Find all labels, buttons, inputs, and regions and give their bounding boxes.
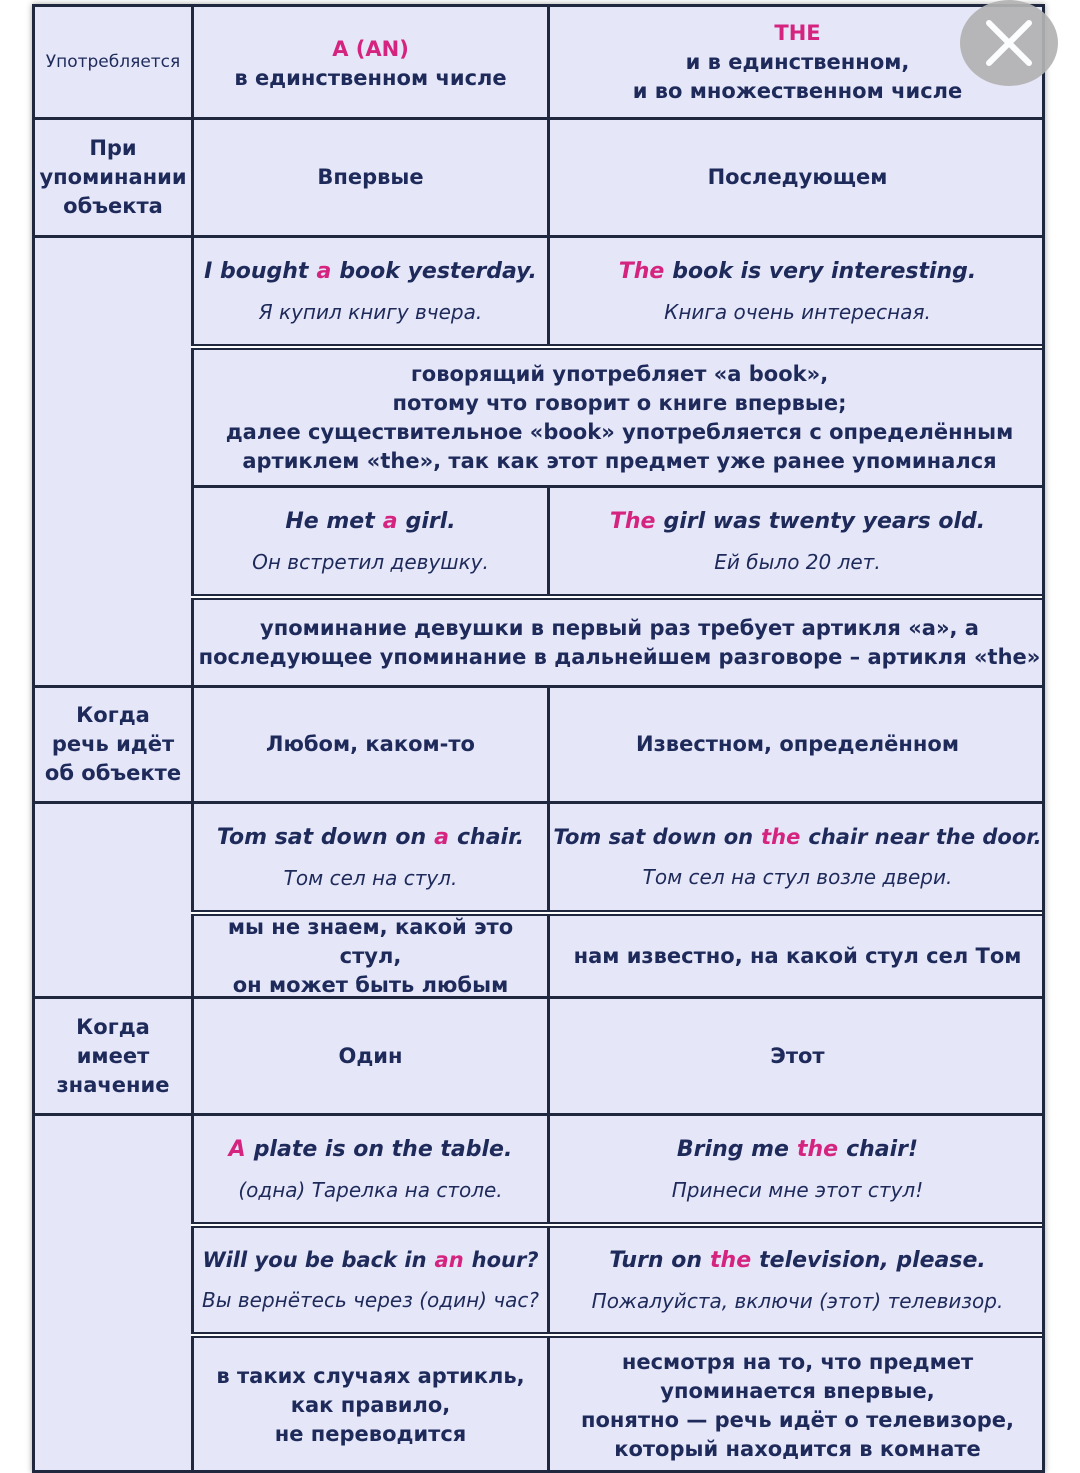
hour-example-the (550, 1228, 1045, 1332)
girl-example-a (194, 488, 547, 594)
articles-table (32, 4, 1045, 1473)
row-label-mention (35, 120, 191, 235)
label-line: об объекте (44, 761, 182, 785)
example-translation: (одна) Тарелка на столе. (238, 1177, 503, 1202)
speech-the-text: Известном, определённом (636, 732, 959, 756)
example-translation: Том сел на стул. (283, 865, 458, 890)
example-sentence: Turn on the television, please. (609, 1247, 986, 1273)
meaning-a-text: Один (338, 1043, 403, 1068)
plate-example-the (550, 1116, 1045, 1222)
example-sentence: Tom sat down on the chair near the door. (553, 825, 1042, 849)
note-line: как правило, (290, 1393, 451, 1417)
speech-the (550, 688, 1045, 801)
label-line: При (89, 136, 137, 160)
chair-example-a (194, 804, 547, 910)
note-line: он может быть любым (232, 972, 509, 997)
chair-note-the (550, 916, 1045, 996)
example-translation: Принеси мне этот стул! (671, 1177, 924, 1202)
close-icon (983, 17, 1035, 69)
example-sentence: Tom sat down on a chair. (216, 824, 525, 850)
header-a-an (194, 7, 547, 117)
mention-a (194, 120, 547, 235)
header-a-an-title: A (AN) (332, 37, 409, 61)
example-sentence: The girl was twenty years old. (609, 508, 986, 534)
plate-example-a (194, 1116, 547, 1222)
note-line: который находится в комнате (614, 1436, 981, 1461)
girl-note (194, 600, 1045, 685)
book-example-a (194, 238, 547, 344)
example-translation: Вы вернётесь через (один) час? (201, 1288, 540, 1312)
book-note (194, 350, 1045, 485)
example-translation: Я купил книгу вчера. (258, 299, 483, 324)
note-line: артиклем «the», так как этот предмет уже ранее упоминался (242, 448, 997, 473)
example-translation: Том сел на стул возле двери. (642, 865, 953, 889)
note-line: говорящий употребляет «a book», (410, 361, 829, 386)
example-translation: Пожалуйста, включи (этот) телевизор. (591, 1288, 1004, 1313)
hour-example-a (194, 1228, 547, 1332)
note-line: несмотря на то, что предмет (621, 1349, 974, 1374)
final-note-the (550, 1338, 1045, 1473)
example-translation: Книга очень интересная. (664, 299, 931, 324)
header-the-sub1: и в единственном, (685, 49, 910, 74)
note-line: мы не знаем, какой это стул, (227, 914, 514, 968)
meaning-the-text: Этот (770, 1043, 825, 1068)
final-note-a (194, 1338, 547, 1473)
note-line: далее существительное «book» употребляется с определённым (225, 419, 1014, 444)
note-line: упоминание девушки в первый раз требует артикля «а», а (260, 615, 979, 640)
note-line: понятно — речь идёт о телевизоре, (580, 1407, 1014, 1432)
speech-a (194, 688, 547, 801)
chair-note-a (194, 916, 547, 996)
note-line: нам известно, на какой стул сел Том (573, 943, 1022, 968)
girl-example-the (550, 488, 1045, 594)
example-sentence: He met a girl. (285, 508, 456, 534)
example-sentence: Bring me the chair! (676, 1136, 919, 1162)
meaning-the (550, 999, 1045, 1113)
label-line: Когда (76, 703, 150, 727)
header-a-an-subtitle: в единственном числе (234, 66, 507, 90)
note-line: последующее упоминание в дальнейшем разговоре – артикля «the» (198, 644, 1041, 669)
label-line: значение (56, 1072, 170, 1097)
example-sentence: Will you be back in an hour? (202, 1248, 539, 1272)
label-line: объекта (63, 194, 163, 218)
meaning-a (194, 999, 547, 1113)
label-line: Когда (76, 1014, 150, 1039)
row-label-meaning (35, 999, 191, 1113)
header-the-sub2: и во множественном числе (632, 78, 963, 103)
header-usage-label: Употребляется (45, 52, 181, 72)
label-line: имеет (76, 1043, 150, 1068)
speech-a-text: Любом, каком-то (266, 732, 475, 756)
header-the-title: THE (774, 20, 821, 45)
chair-example-the (550, 804, 1045, 910)
mention-the-text: Последующем (707, 165, 888, 189)
example-sentence: The book is very interesting. (618, 258, 977, 284)
example-translation: Ей было 20 лет. (714, 549, 881, 574)
book-example-the (550, 238, 1045, 344)
close-button[interactable] (960, 0, 1058, 86)
row-label-speech (35, 688, 191, 801)
header-usage (35, 7, 191, 117)
note-line: в таких случаях артикль, (216, 1364, 525, 1388)
mention-a-text: Впервые (317, 165, 424, 189)
example-sentence: I bought a book yesterday. (204, 258, 537, 284)
example-translation: Он встретил девушку. (252, 549, 489, 574)
note-line: потому что говорит о книге впервые; (392, 390, 847, 415)
note-line: упоминается впервые, (660, 1378, 935, 1403)
mention-the (550, 120, 1045, 235)
label-line: речь идёт (51, 732, 175, 756)
label-line: упоминании (39, 165, 187, 189)
example-sentence: A plate is on the table. (228, 1136, 513, 1162)
note-line: не переводится (274, 1422, 467, 1446)
